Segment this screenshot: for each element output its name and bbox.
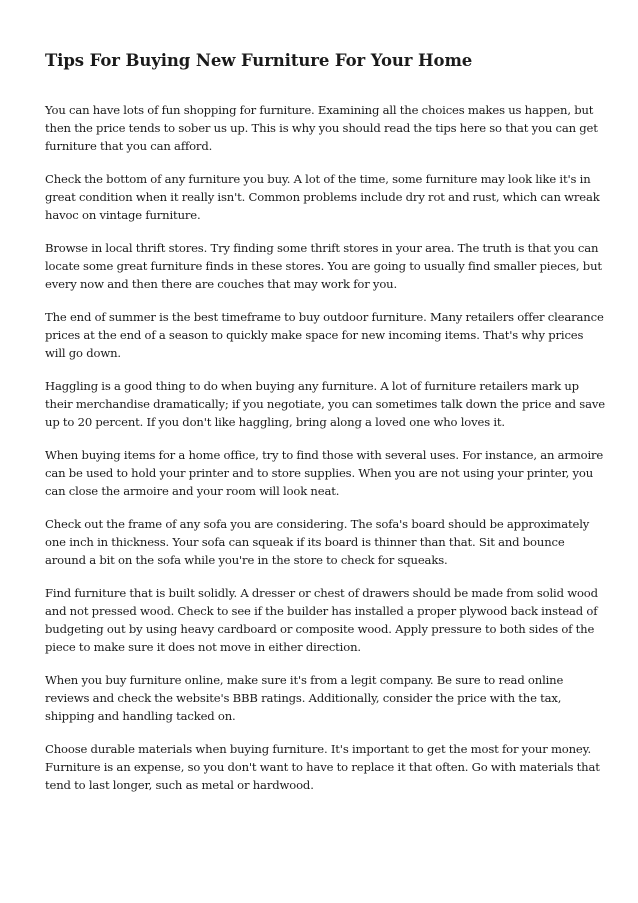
paragraph: The end of summer is the best timeframe to buy outdoor furniture. Many retailers offer clearance prices at the end of a season to quickly make space for new incoming items. That's why prices will go down.: [45, 310, 604, 360]
paragraph: Haggling is a good thing to do when buying any furniture. A lot of furniture retailers mark up their merchandise dramatically; if you negotiate, you can sometimes talk down the price and save up to 20 percent. If you don't like haggling, bring along a loved one who loves it.: [45, 379, 605, 429]
paragraph: Choose durable materials when buying furniture. It's important to get the most for your money. Furniture is an expense, so you don't want to have to replace it that often. Go with materials that tend to last longer, such as metal or hardwood.: [45, 742, 600, 792]
paragraph: You can have lots of fun shopping for furniture. Examining all the choices makes us happen, but then the price tends to sober us up. This is why you should read the tips here so that you can get furniture that you can afford.: [45, 103, 598, 153]
paragraph: When buying items for a home office, try to find those with several uses. For instance, an armoire can be used to hold your printer and to store supplies. When you are not using your printer, you can close the armoire and your room will look neat.: [45, 448, 604, 498]
paragraph: Find furniture that is built solidly. A dresser or chest of drawers should be made from solid wood and not pressed wood. Check to see if the builder has installed a proper plywood back instead of budgeting out by using heavy cardboard or composite wood. Apply pressure to both sides of the piece to make sure it does not move in either direction.: [45, 586, 598, 654]
paragraph: Check out the frame of any sofa you are considering. The sofa's board should be approximately one inch in thickness. Your sofa can squeak if its board is thinner than that. Sit and bounce around a bit on the sofa while you're in the store to check for squeaks.: [45, 517, 590, 567]
paragraph: Check the bottom of any furniture you buy. A lot of the time, some furniture may look like it's in great condition when it really isn't. Common problems include dry rot and rust, which can wreak havoc on vintage furniture.: [45, 172, 600, 222]
document-title: Tips For Buying New Furniture For Your Home: [45, 51, 473, 70]
paragraph: When you buy furniture online, make sure it's from a legit company. Be sure to read online reviews and check the website's BBB ratings. Additionally, consider the price with the tax, shipping and handling tacked on.: [45, 673, 564, 723]
document-page: [45, 50, 605, 809]
paragraph: Browse in local thrift stores. Try finding some thrift stores in your area. The truth is that you can locate some great furniture finds in these stores. You are going to usually find smaller pieces, but every now and then there are couches that may work for you.: [45, 241, 602, 291]
